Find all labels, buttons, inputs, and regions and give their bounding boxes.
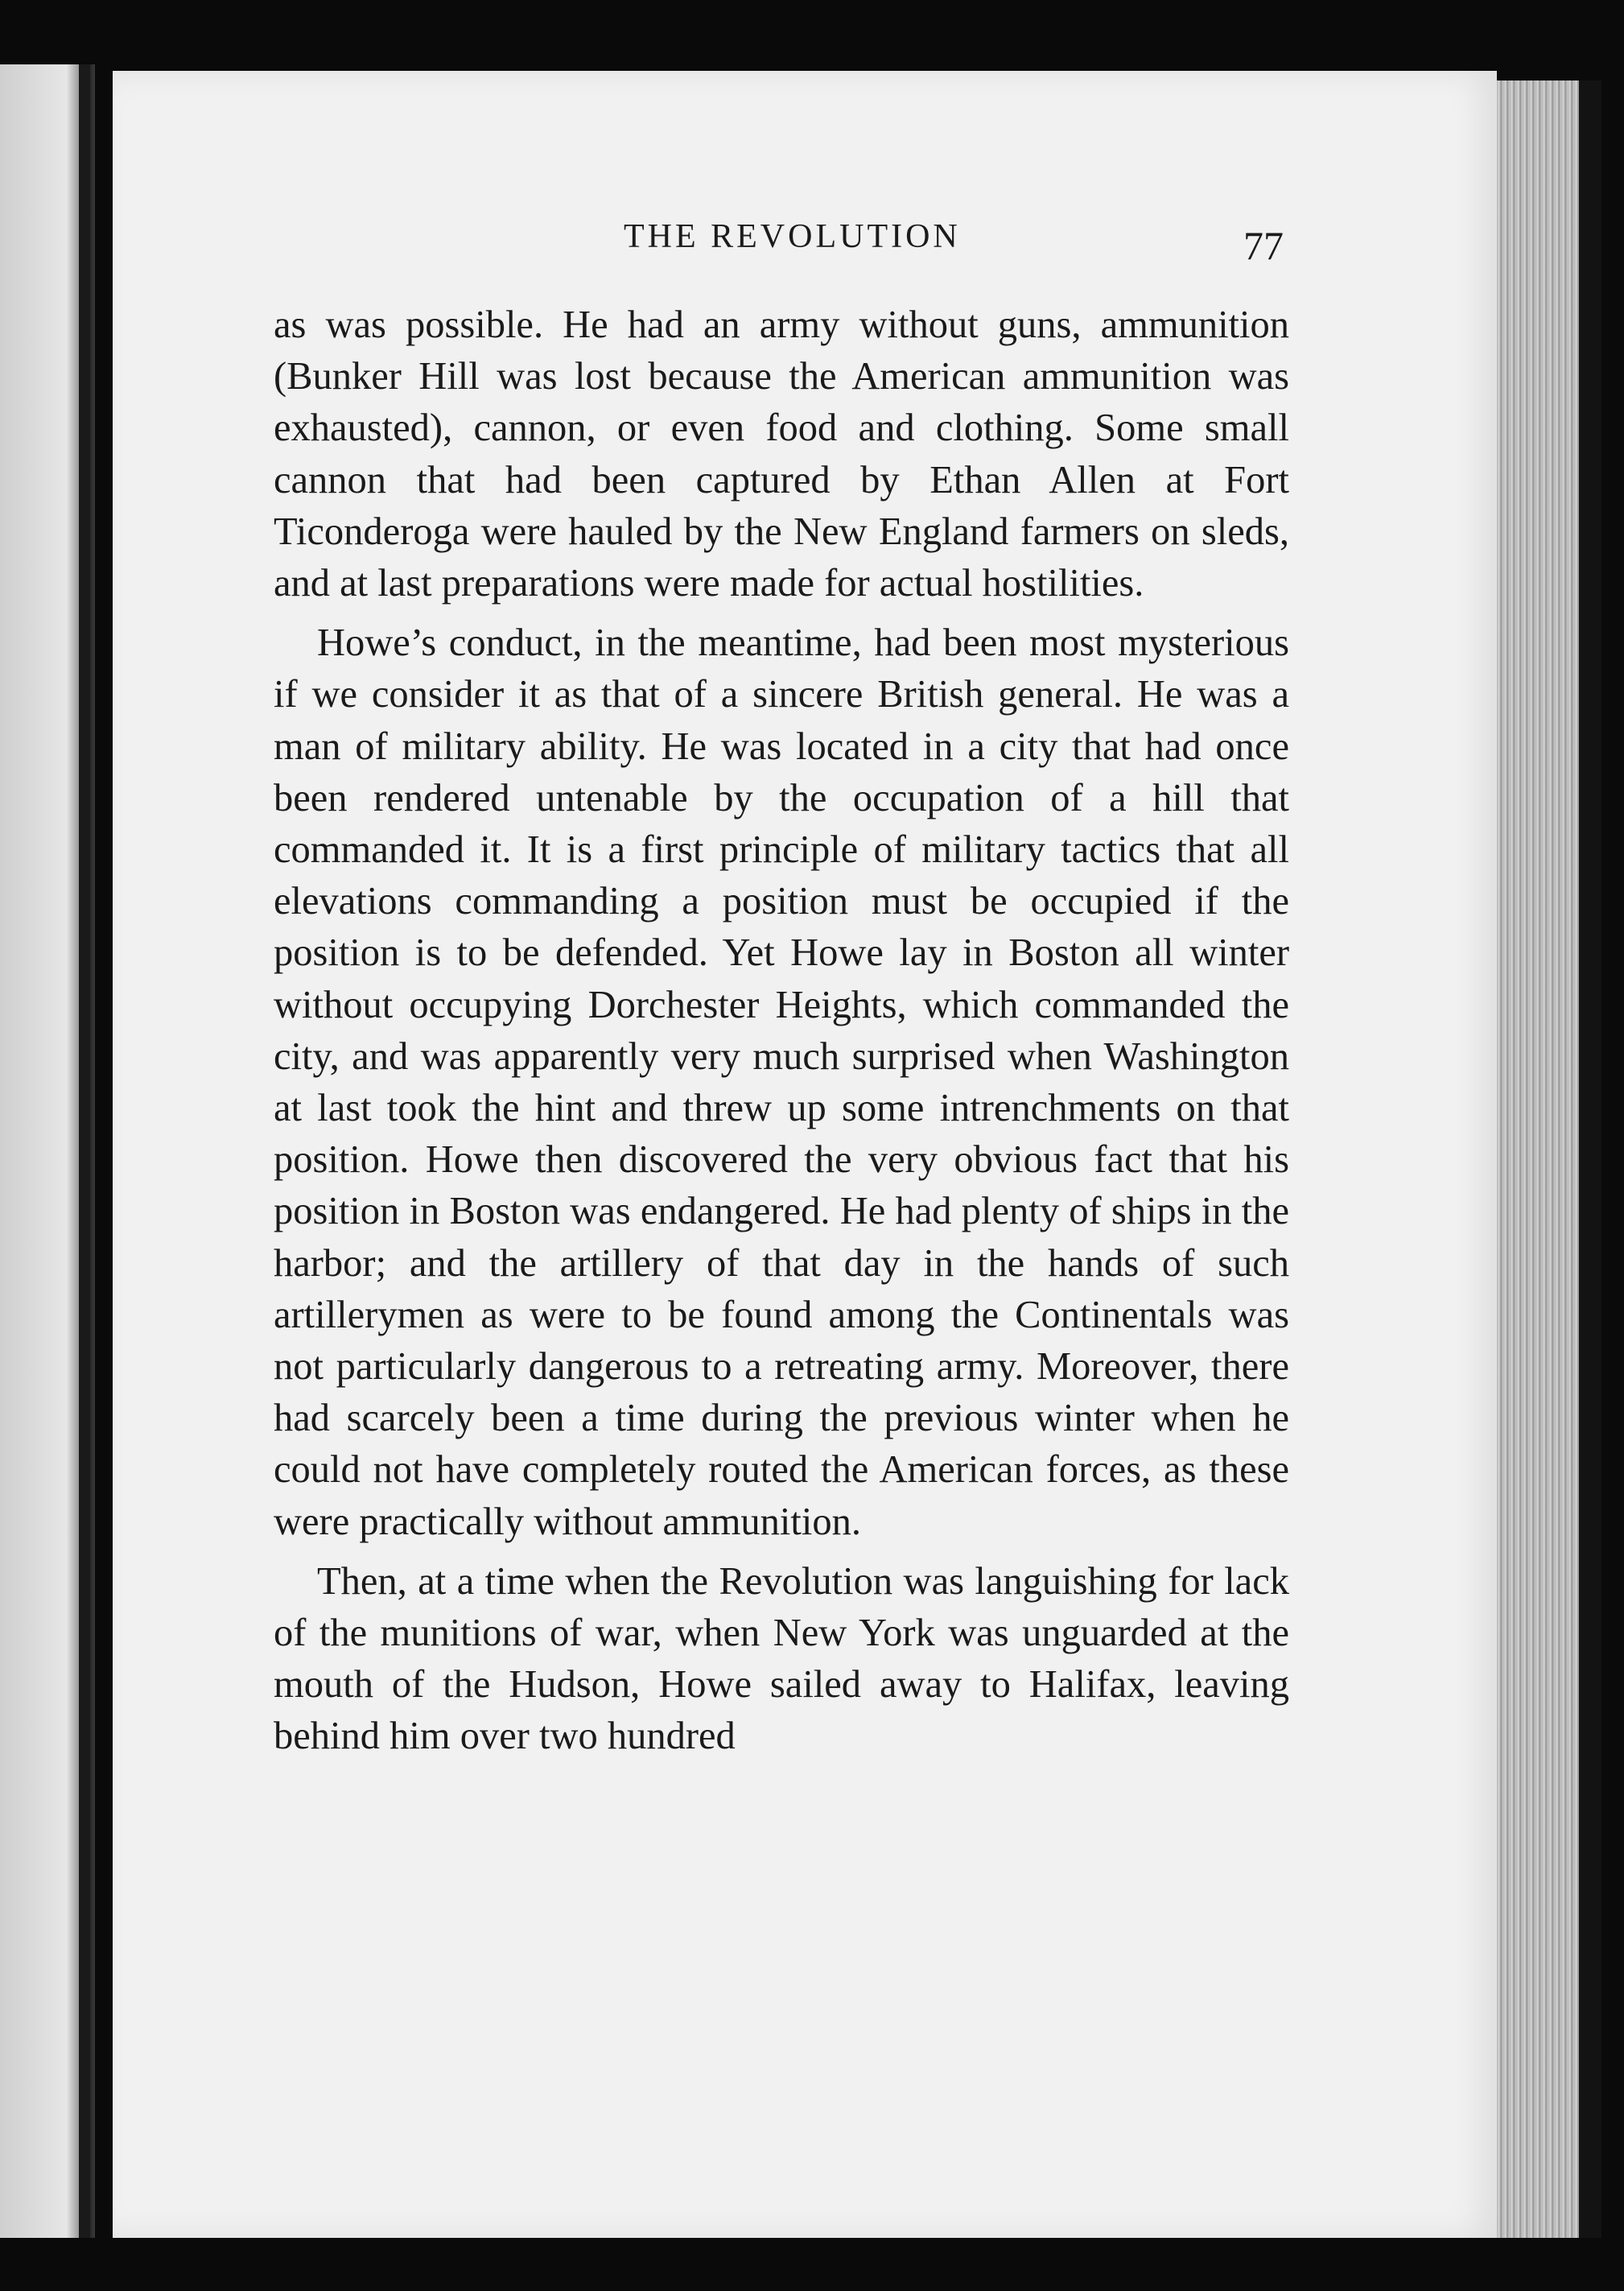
paragraph-2: Howe’s conduct, in the meantime, had been most mysterious if we consider it as that of a sincere British general. He was a man of military ability. He was located in a city that had once been rendered untenable by the occupation of a hill that commanded it. It is a first principle of military tactics that all elevations commanding a position must be occupied if the position is to be defended. Yet Howe lay in Boston all winter without occupying Dorchester Heights, which commanded the city, and was apparently very much surprised when Washington at last took the hint and threw up some intrenchments on that position. Howe then discovered the very obvious fact that his position in Boston was endangered. He had plenty of ships in the harbor; and the artillery of that day in the hands of such artillerymen as were to be found among the Continentals was not particularly dangerous to a retreating army. Moreover, there had scarcely been a time during the previous winter when he could not have completely routed the American forces, as these were practically without ammunition. <box>274 621 1289 1543</box>
paragraph-1: as was possible. He had an army without guns, ammunition (Bunker Hill was lost because the American ammunition was exhausted), cannon, or even food and clothing. Some small cannon that had been captured by Ethan Allen at Fort Ticonderoga were hauled by the New England farmers on sleds, and at last preparations were made for actual hostilities. <box>274 303 1289 605</box>
book-binding-left <box>0 64 95 2238</box>
page-stack-right <box>1497 80 1585 2238</box>
page-number: 77 <box>1243 223 1284 268</box>
page-body <box>274 299 1289 1763</box>
paragraph-3: Then, at a time when the Revolution was languishing for lack of the munitions of war, when New York was unguarded at the mouth of the Hudson, Howe sailed away to Halifax, leaving behind him over two hundred <box>274 1559 1289 1758</box>
running-title: THE REVOLUTION <box>624 218 961 255</box>
